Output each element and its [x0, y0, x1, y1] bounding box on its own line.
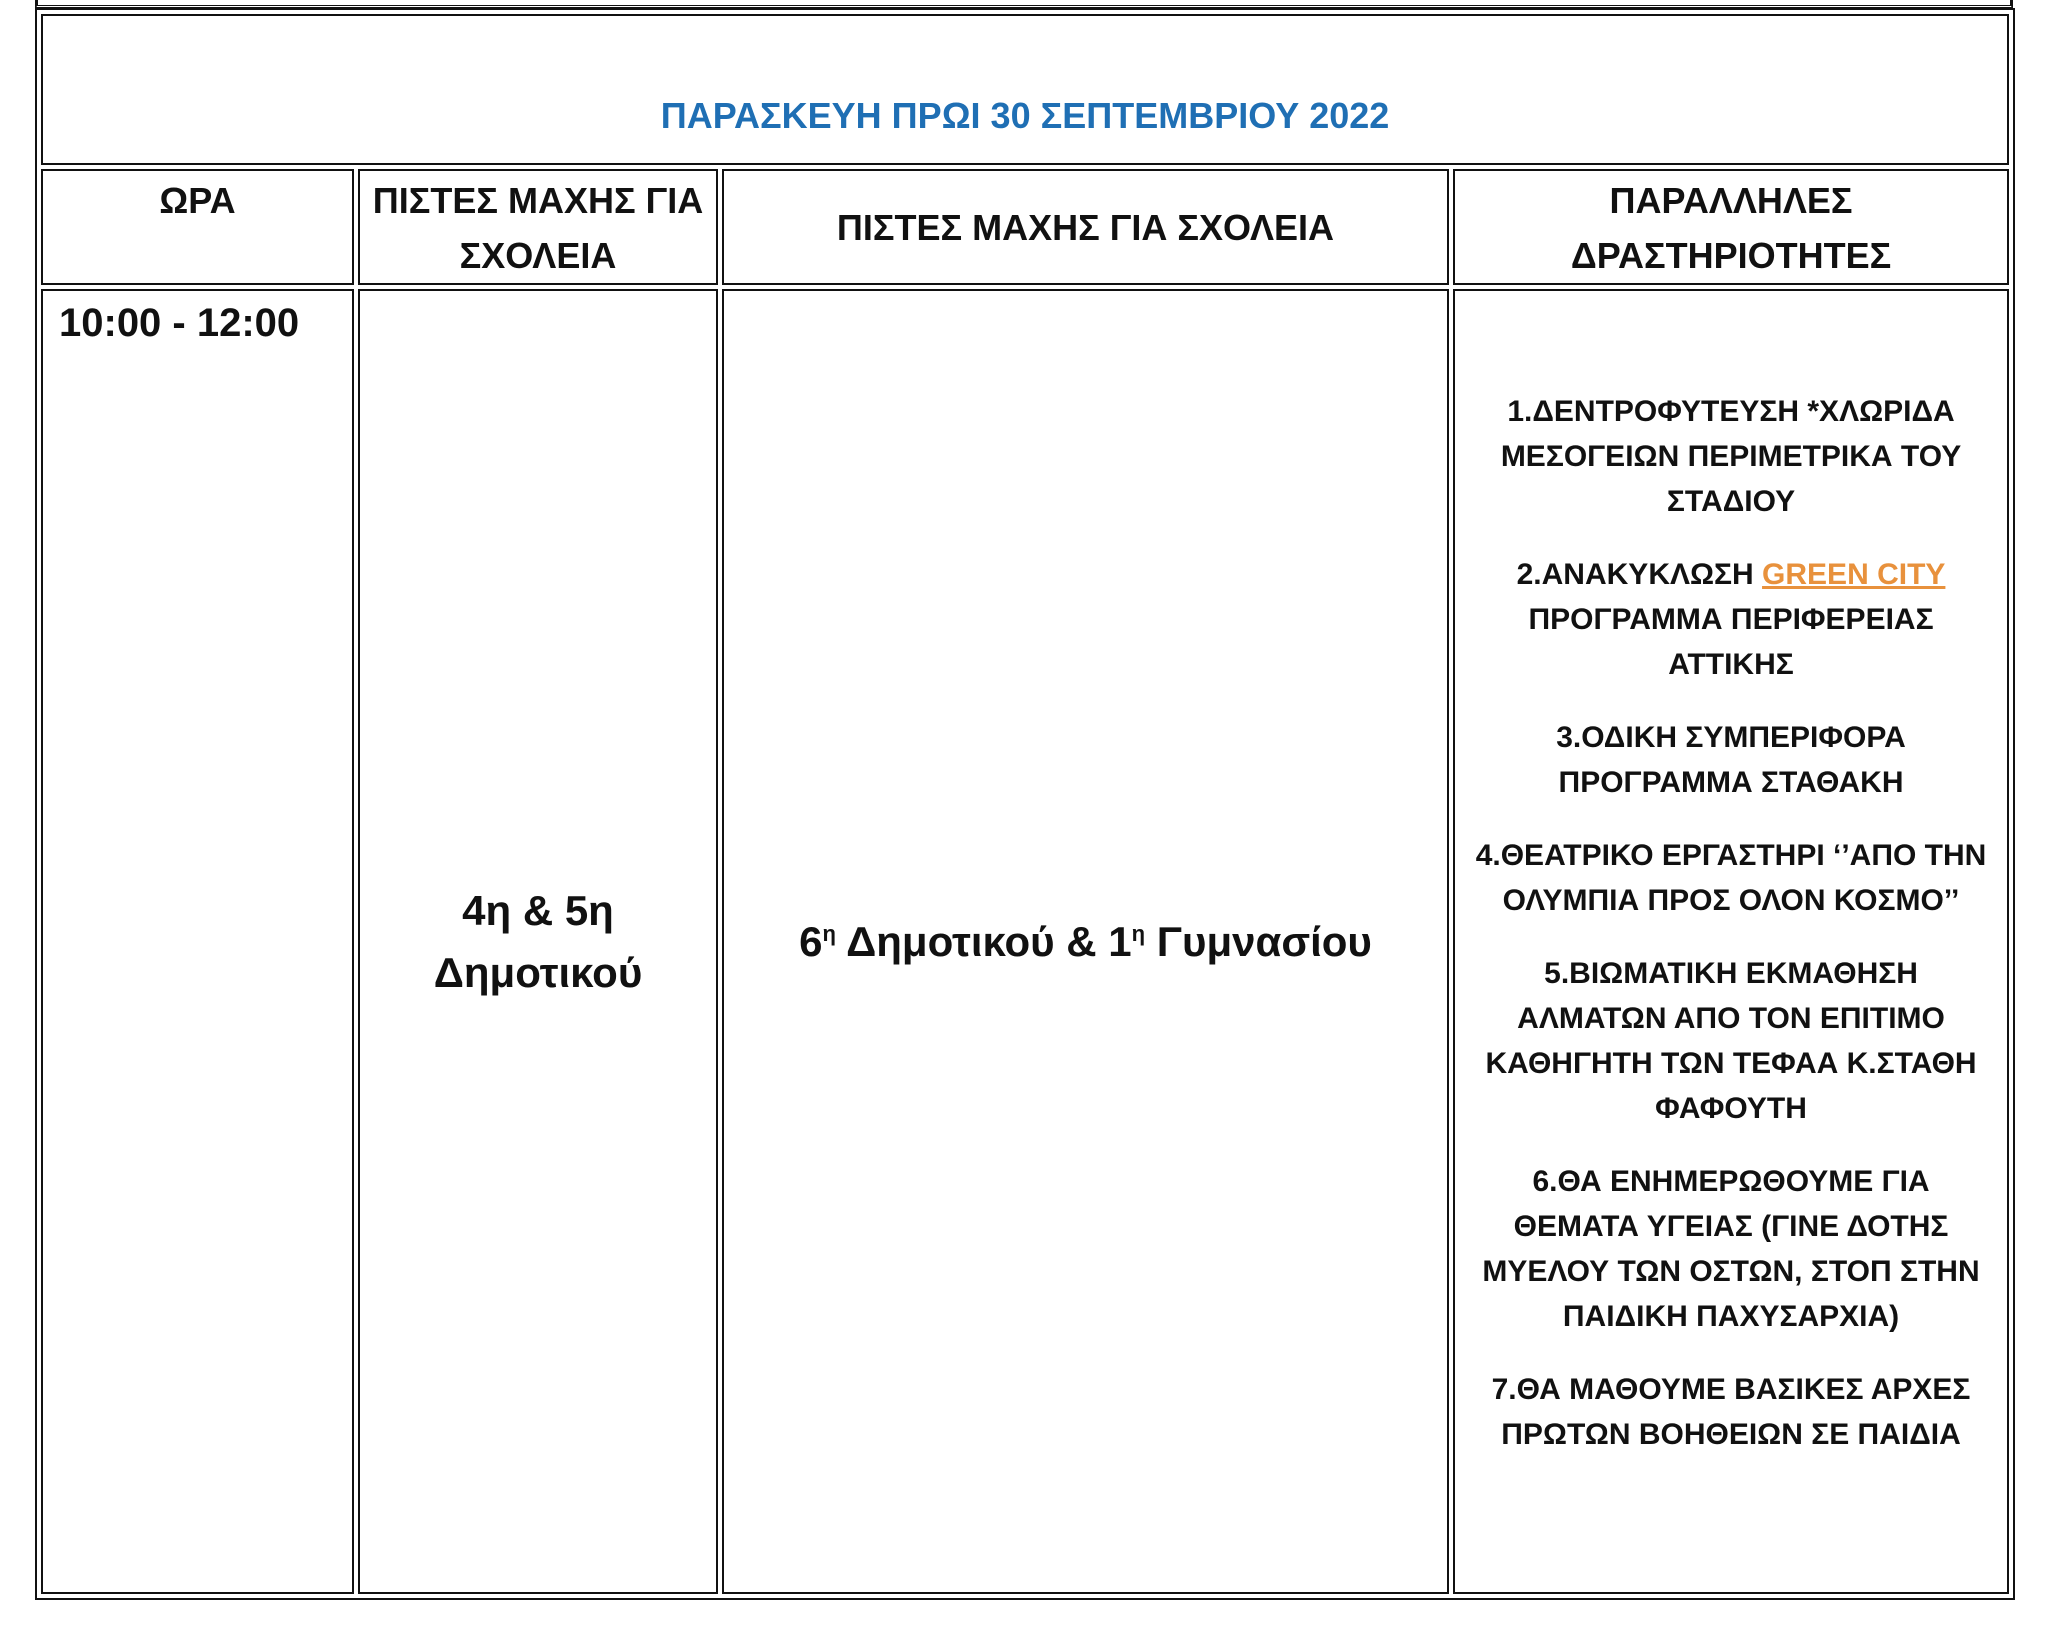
activity-line: ΠΡΩΤΩΝ ΒΟΗΘΕΙΩΝ ΣΕ ΠΑΙΔΙΑ: [1501, 1418, 1961, 1451]
activity-line: ΣΤΑΔΙΟΥ: [1666, 485, 1796, 518]
header-schools-2-label: ΠΙΣΤΕΣ ΜΑΧΗΣ ΓΙΑ ΣΧΟΛΕΙΑ: [836, 206, 1335, 248]
activities-cell: [1453, 289, 2009, 1594]
header-schools-1-line1: ΠΙΣΤΕΣ ΜΑΧΗΣ ΓΙΑ: [372, 180, 704, 221]
grades-2-text1: Δημοτικού & 1: [835, 917, 1132, 965]
activity-line: ΠΡΟΓΡΑΜΜΑ ΣΤΑΘΑΚΗ: [1558, 766, 1904, 799]
grades-2-text2: Γυμνασίου: [1145, 917, 1372, 965]
activity-line: ΑΤΤΙΚΗΣ: [1668, 648, 1794, 681]
activity-line: 7.ΘΑ ΜΑΘΟΥΜΕ ΒΑΣΙΚΕΣ ΑΡΧΕΣ: [1491, 1373, 1971, 1406]
activity-item: [1455, 1159, 2007, 1339]
schedule-title: ΠΑΡΑΣΚΕΥΗ ΠΡΩΙ 30 ΣΕΠΤΕΜΒΡΙΟΥ 2022: [660, 95, 1390, 136]
activity-item: [1455, 833, 2007, 923]
activity-line: ΜΕΣΟΓΕΙΩΝ ΠΕΡΙΜΕΤΡΙΚΑ ΤΟΥ: [1500, 440, 1962, 473]
activity-line: ΦΑΦΟΥΤΗ: [1655, 1092, 1807, 1125]
grades-2-sup1: η: [822, 920, 836, 946]
activity-prefix: 2.ΑΝΑΚΥΚΛΩΣΗ: [1516, 558, 1763, 591]
header-time-label: ΩΡΑ: [159, 180, 236, 221]
activity-item: [1455, 951, 2007, 1131]
previous-table-border: [35, 0, 2013, 8]
header-row: [41, 169, 2009, 285]
activity-line: ΘΕΜΑΤΑ ΥΓΕΙΑΣ (ΓΙΝΕ ΔΟΤΗΣ: [1513, 1210, 1949, 1243]
activities-list: [1455, 389, 2007, 1457]
header-schools-1-line2: ΣΧΟΛΕΙΑ: [459, 235, 617, 276]
header-time: [41, 169, 354, 285]
header-activities-line1: ΠΑΡΑΛΛΗΛΕΣ: [1609, 180, 1853, 221]
grades-2-sup2: η: [1131, 920, 1146, 946]
grades-1-line2: Δημοτικού: [433, 948, 643, 996]
header-activities: [1453, 169, 2009, 285]
grades-cell-1: [358, 289, 718, 1594]
header-activities-line2: ΔΡΑΣΤΗΡΙΟΤΗΤΕΣ: [1570, 235, 1892, 276]
activity-line: 4.ΘΕΑΤΡΙΚΟ ΕΡΓΑΣΤΗΡΙ ‘’ΑΠΟ ΤΗΝ: [1475, 839, 1987, 872]
activity-line: ΠΡΟΓΡΑΜΜΑ ΠΕΡΙΦΕΡΕΙΑΣ: [1528, 603, 1934, 636]
header-schools-2: [722, 169, 1449, 285]
green-city-link[interactable]: GREEN CITY: [1762, 558, 1946, 591]
activity-item: [1455, 552, 2007, 687]
schedule-table: [35, 8, 2015, 1600]
grades-cell-2: [722, 289, 1449, 1594]
grades-2-num: 6: [799, 917, 823, 965]
activity-item: [1455, 389, 2007, 524]
activity-line: [1455, 552, 2007, 597]
title-cell: [41, 14, 2009, 165]
activity-line: ΚΑΘΗΓΗΤΗ ΤΩΝ ΤΕΦΑΑ Κ.ΣΤΑΘΗ: [1485, 1047, 1977, 1080]
activity-line: ΑΛΜΑΤΩΝ ΑΠΟ ΤΟΝ ΕΠΙΤΙΜΟ: [1517, 1002, 1945, 1035]
grades-1-line1: 4η & 5η: [462, 886, 614, 934]
activity-item: [1455, 715, 2007, 805]
activity-line: 5.ΒΙΩΜΑΤΙΚΗ ΕΚΜΑΘΗΣΗ: [1544, 957, 1918, 990]
time-range: 10:00 - 12:00: [59, 301, 300, 345]
time-cell: [41, 289, 354, 1594]
title-row: [41, 14, 2009, 165]
activity-line: ΟΛΥΜΠΙΑ ΠΡΟΣ ΟΛΟΝ ΚΟΣΜΟ’’: [1502, 884, 1960, 917]
activity-line: 3.ΟΔΙΚΗ ΣΥΜΠΕΡΙΦΟΡΑ: [1556, 721, 1906, 754]
activity-line: 6.ΘΑ ΕΝΗΜΕΡΩΘΟΥΜΕ ΓΙΑ: [1532, 1165, 1930, 1198]
header-schools-1: [358, 169, 718, 285]
activity-item: [1455, 1367, 2007, 1457]
schedule-row: [41, 289, 2009, 1594]
activity-line: ΜΥΕΛΟΥ ΤΩΝ ΟΣΤΩΝ, ΣΤΟΠ ΣΤΗΝ: [1482, 1255, 1980, 1288]
activity-line: ΠΑΙΔΙΚΗ ΠΑΧΥΣΑΡΧΙΑ): [1562, 1300, 1900, 1333]
activity-line: 1.ΔΕΝΤΡΟΦΥΤΕΥΣΗ *ΧΛΩΡΙΔΑ: [1507, 395, 1955, 428]
